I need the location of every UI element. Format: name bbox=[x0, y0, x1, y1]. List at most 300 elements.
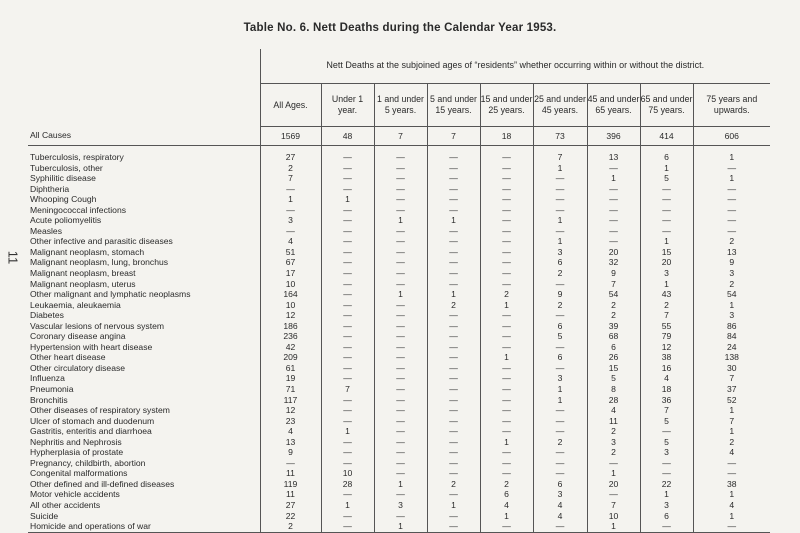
death-count-cell: — bbox=[480, 426, 533, 437]
death-count-cell: 48 bbox=[321, 127, 374, 146]
death-count-cell: — bbox=[427, 447, 480, 458]
death-count-cell: — bbox=[427, 468, 480, 479]
cause-label: Other heart disease bbox=[30, 352, 106, 363]
death-count-cell: — bbox=[640, 468, 693, 479]
death-count-cell: — bbox=[480, 458, 533, 469]
death-count-cell: 11 bbox=[260, 490, 321, 501]
death-count-cell: 9 bbox=[587, 268, 640, 279]
death-count-cell: 28 bbox=[587, 395, 640, 406]
death-count-cell: — bbox=[427, 173, 480, 184]
cause-label: Pregnancy, childbirth, abortion bbox=[30, 457, 146, 468]
death-count-cell: 3 bbox=[693, 310, 770, 321]
death-count-cell: 67 bbox=[260, 257, 321, 268]
death-count-cell: — bbox=[374, 236, 427, 247]
table-row bbox=[28, 268, 770, 279]
cause-label: Motor vehicle accidents bbox=[30, 489, 120, 500]
death-count-cell: — bbox=[427, 405, 480, 416]
death-count-cell: 54 bbox=[693, 289, 770, 300]
death-count-cell: — bbox=[480, 257, 533, 268]
death-count-cell: 1 bbox=[587, 173, 640, 184]
death-count-cell: 7 bbox=[260, 173, 321, 184]
death-count-cell: 4 bbox=[693, 500, 770, 511]
death-count-cell: — bbox=[374, 257, 427, 268]
death-count-cell: 7 bbox=[427, 127, 480, 146]
death-count-cell: 7 bbox=[321, 384, 374, 395]
table-row bbox=[28, 226, 770, 237]
death-count-cell: 3 bbox=[374, 500, 427, 511]
death-count-cell: — bbox=[321, 373, 374, 384]
death-count-cell: — bbox=[640, 226, 693, 237]
death-count-cell: — bbox=[533, 310, 587, 321]
death-count-cell: — bbox=[533, 447, 587, 458]
death-count-cell: — bbox=[374, 447, 427, 458]
death-count-cell: — bbox=[374, 405, 427, 416]
death-count-cell: 4 bbox=[260, 426, 321, 437]
death-count-cell: — bbox=[693, 226, 770, 237]
death-count-cell: 1 bbox=[693, 405, 770, 416]
death-count-cell: — bbox=[374, 184, 427, 195]
total-row bbox=[28, 127, 770, 146]
death-count-cell: 12 bbox=[260, 405, 321, 416]
death-count-cell: 1 bbox=[321, 194, 374, 205]
death-count-cell: 209 bbox=[260, 352, 321, 363]
death-count-cell: 1 bbox=[640, 163, 693, 174]
death-count-cell: — bbox=[533, 405, 587, 416]
death-count-cell: — bbox=[321, 521, 374, 532]
table-row bbox=[28, 384, 770, 395]
cause-label: Ulcer of stomach and duodenum bbox=[30, 415, 155, 426]
death-count-cell: — bbox=[480, 184, 533, 195]
death-count-cell: 1 bbox=[260, 194, 321, 205]
death-count-cell: — bbox=[321, 458, 374, 469]
death-count-cell: — bbox=[693, 215, 770, 226]
death-count-cell: — bbox=[427, 384, 480, 395]
cause-label: Hypertension with heart disease bbox=[30, 341, 153, 352]
death-count-cell: — bbox=[374, 331, 427, 342]
table-body bbox=[28, 127, 770, 533]
death-count-cell: 13 bbox=[693, 247, 770, 258]
death-count-cell: 61 bbox=[260, 363, 321, 374]
death-count-cell: — bbox=[427, 395, 480, 406]
death-count-cell: — bbox=[587, 490, 640, 501]
death-count-cell: 5 bbox=[640, 416, 693, 427]
death-count-cell: — bbox=[374, 194, 427, 205]
death-count-cell: 4 bbox=[640, 373, 693, 384]
death-count-cell: 1 bbox=[693, 300, 770, 311]
death-count-cell: 1 bbox=[640, 279, 693, 290]
cause-label: Malignant neoplasm, uterus bbox=[30, 278, 136, 289]
death-count-cell: — bbox=[260, 458, 321, 469]
row-label-header bbox=[28, 49, 260, 127]
death-count-cell: — bbox=[374, 416, 427, 427]
death-count-cell: 2 bbox=[260, 521, 321, 532]
table-row bbox=[28, 331, 770, 342]
death-count-cell: 3 bbox=[533, 373, 587, 384]
death-count-cell: — bbox=[693, 468, 770, 479]
death-count-cell: 38 bbox=[640, 352, 693, 363]
death-count-cell: 1 bbox=[374, 521, 427, 532]
death-count-cell: — bbox=[427, 268, 480, 279]
death-count-cell: — bbox=[480, 321, 533, 332]
death-count-cell: 1 bbox=[693, 152, 770, 163]
death-count-cell: 52 bbox=[693, 395, 770, 406]
death-count-cell: 3 bbox=[587, 437, 640, 448]
death-count-cell: — bbox=[321, 363, 374, 374]
death-count-cell: — bbox=[374, 205, 427, 216]
death-count-cell: 2 bbox=[480, 479, 533, 490]
death-count-cell: 73 bbox=[533, 127, 587, 146]
table-row bbox=[28, 500, 770, 511]
cause-label: Meningococcal infections bbox=[30, 204, 127, 215]
cause-label: Measles bbox=[30, 225, 62, 236]
death-count-cell: — bbox=[533, 205, 587, 216]
death-count-cell: 4 bbox=[260, 236, 321, 247]
death-count-cell: 68 bbox=[587, 331, 640, 342]
column-header: 25 and under 45 years. bbox=[533, 84, 587, 127]
death-count-cell: 11 bbox=[587, 416, 640, 427]
death-count-cell: — bbox=[374, 321, 427, 332]
death-count-cell: — bbox=[427, 321, 480, 332]
table-row bbox=[28, 173, 770, 184]
death-count-cell: — bbox=[480, 279, 533, 290]
death-count-cell: — bbox=[480, 395, 533, 406]
death-count-cell: 7 bbox=[640, 310, 693, 321]
death-count-cell: — bbox=[640, 426, 693, 437]
death-count-cell: 17 bbox=[260, 268, 321, 279]
death-count-cell: 22 bbox=[260, 511, 321, 522]
death-count-cell: 27 bbox=[260, 500, 321, 511]
age-group-span-header: Nett Deaths at the subjoined ages of “residents” whether occurring within or without the district. bbox=[260, 49, 770, 84]
death-count-cell: — bbox=[480, 173, 533, 184]
death-count-cell: 7 bbox=[374, 127, 427, 146]
death-count-cell: 138 bbox=[693, 352, 770, 363]
death-count-cell: 2 bbox=[427, 300, 480, 311]
death-count-cell: — bbox=[374, 300, 427, 311]
column-header: Under 1 year. bbox=[321, 84, 374, 127]
deaths-table bbox=[28, 49, 770, 533]
death-count-cell: — bbox=[640, 458, 693, 469]
death-count-cell: 1 bbox=[321, 426, 374, 437]
table-row bbox=[28, 152, 770, 163]
death-count-cell: — bbox=[480, 405, 533, 416]
death-count-cell: 3 bbox=[640, 500, 693, 511]
death-count-cell: — bbox=[480, 268, 533, 279]
cause-label: Leukaemia, aleukaemia bbox=[30, 299, 121, 310]
page-number: 11 bbox=[5, 250, 21, 265]
death-count-cell: — bbox=[427, 373, 480, 384]
death-count-cell: — bbox=[427, 184, 480, 195]
death-count-cell: 86 bbox=[693, 321, 770, 332]
death-count-cell: — bbox=[587, 163, 640, 174]
death-count-cell: 36 bbox=[640, 395, 693, 406]
death-count-cell: — bbox=[374, 152, 427, 163]
death-count-cell: 164 bbox=[260, 289, 321, 300]
death-count-cell: — bbox=[427, 437, 480, 448]
cause-label: Congenital malformations bbox=[30, 468, 128, 479]
death-count-cell: 1 bbox=[374, 215, 427, 226]
death-count-cell: 13 bbox=[587, 152, 640, 163]
death-count-cell: 1 bbox=[587, 521, 640, 532]
death-count-cell: — bbox=[374, 426, 427, 437]
death-count-cell: — bbox=[693, 205, 770, 216]
death-count-cell: 1 bbox=[480, 300, 533, 311]
death-count-cell: 20 bbox=[587, 247, 640, 258]
cause-label: Coronary disease angina bbox=[30, 331, 126, 342]
death-count-cell: — bbox=[427, 521, 480, 532]
death-count-cell: — bbox=[533, 342, 587, 353]
death-count-cell: 6 bbox=[640, 511, 693, 522]
table-row bbox=[28, 373, 770, 384]
death-count-cell: — bbox=[533, 194, 587, 205]
death-count-cell: 13 bbox=[260, 437, 321, 448]
death-count-cell: — bbox=[587, 184, 640, 195]
table-row bbox=[28, 247, 770, 258]
cause-label: Other infective and parasitic diseases bbox=[30, 236, 173, 247]
death-count-cell: — bbox=[321, 257, 374, 268]
cause-label: Tuberculosis, respiratory bbox=[30, 152, 124, 162]
table-row bbox=[28, 395, 770, 406]
death-count-cell: — bbox=[321, 289, 374, 300]
death-count-cell: — bbox=[427, 490, 480, 501]
death-count-cell: — bbox=[587, 458, 640, 469]
death-count-cell: — bbox=[480, 373, 533, 384]
death-count-cell: — bbox=[321, 268, 374, 279]
table-row bbox=[28, 468, 770, 479]
cause-label: Other defined and ill-defined diseases bbox=[30, 478, 175, 489]
death-count-cell: 24 bbox=[693, 342, 770, 353]
death-count-cell: — bbox=[480, 447, 533, 458]
death-count-cell: — bbox=[374, 247, 427, 258]
column-header: All Ages. bbox=[260, 84, 321, 127]
death-count-cell: 1 bbox=[480, 437, 533, 448]
cause-label: Other diseases of respiratory system bbox=[30, 405, 170, 416]
death-count-cell: 6 bbox=[640, 152, 693, 163]
death-count-cell: 11 bbox=[260, 468, 321, 479]
table-row bbox=[28, 257, 770, 268]
death-count-cell: 2 bbox=[693, 279, 770, 290]
table-row bbox=[28, 363, 770, 374]
death-count-cell: — bbox=[427, 163, 480, 174]
death-count-cell: — bbox=[260, 184, 321, 195]
death-count-cell: 16 bbox=[640, 363, 693, 374]
death-count-cell: 2 bbox=[533, 300, 587, 311]
death-count-cell: 42 bbox=[260, 342, 321, 353]
death-count-cell: — bbox=[260, 205, 321, 216]
death-count-cell: 6 bbox=[587, 342, 640, 353]
column-header: 65 and under 75 years. bbox=[640, 84, 693, 127]
death-count-cell: — bbox=[480, 194, 533, 205]
death-count-cell: 7 bbox=[693, 416, 770, 427]
death-count-cell: 2 bbox=[640, 300, 693, 311]
death-count-cell: 5 bbox=[533, 331, 587, 342]
cause-label: Other circulatory disease bbox=[30, 362, 126, 373]
table-row bbox=[28, 342, 770, 353]
death-count-cell: 55 bbox=[640, 321, 693, 332]
table-row bbox=[28, 447, 770, 458]
death-count-cell: — bbox=[427, 416, 480, 427]
death-count-cell: — bbox=[427, 247, 480, 258]
death-count-cell: 51 bbox=[260, 247, 321, 258]
table-row bbox=[28, 163, 770, 174]
table-row bbox=[28, 479, 770, 490]
death-count-cell: 1 bbox=[480, 511, 533, 522]
death-count-cell: — bbox=[427, 426, 480, 437]
table-row bbox=[28, 205, 770, 216]
death-count-cell: 2 bbox=[693, 437, 770, 448]
death-count-cell: — bbox=[427, 257, 480, 268]
death-count-cell: 6 bbox=[533, 352, 587, 363]
death-count-cell: — bbox=[427, 342, 480, 353]
death-count-cell: — bbox=[374, 437, 427, 448]
death-count-cell: — bbox=[693, 163, 770, 174]
death-count-cell: 3 bbox=[533, 247, 587, 258]
death-count-cell: — bbox=[321, 310, 374, 321]
death-count-cell: 7 bbox=[587, 500, 640, 511]
cause-label: Nephritis and Nephrosis bbox=[30, 436, 122, 447]
death-count-cell: 4 bbox=[587, 405, 640, 416]
death-count-cell: — bbox=[480, 163, 533, 174]
death-count-cell: — bbox=[533, 184, 587, 195]
death-count-cell: 54 bbox=[587, 289, 640, 300]
death-count-cell: 19 bbox=[260, 373, 321, 384]
death-count-cell: 2 bbox=[533, 437, 587, 448]
death-count-cell: 1 bbox=[321, 500, 374, 511]
death-count-cell: 3 bbox=[640, 268, 693, 279]
death-count-cell: — bbox=[321, 300, 374, 311]
death-count-cell: 1 bbox=[533, 163, 587, 174]
death-count-cell: 9 bbox=[260, 447, 321, 458]
death-count-cell: 12 bbox=[640, 342, 693, 353]
death-count-cell: 2 bbox=[260, 163, 321, 174]
death-count-cell: 18 bbox=[480, 127, 533, 146]
death-count-cell: — bbox=[374, 279, 427, 290]
table-row bbox=[28, 426, 770, 437]
death-count-cell: 2 bbox=[427, 479, 480, 490]
death-count-cell: 1 bbox=[427, 215, 480, 226]
death-count-cell: — bbox=[321, 447, 374, 458]
death-count-cell: — bbox=[480, 205, 533, 216]
cause-label: Bronchitis bbox=[30, 394, 68, 405]
death-count-cell: 2 bbox=[587, 426, 640, 437]
death-count-cell: — bbox=[427, 458, 480, 469]
death-count-cell: — bbox=[587, 236, 640, 247]
table-row bbox=[28, 300, 770, 311]
death-count-cell: — bbox=[640, 215, 693, 226]
death-count-cell: — bbox=[427, 352, 480, 363]
table-row bbox=[28, 416, 770, 427]
column-header: 75 years and upwards. bbox=[693, 84, 770, 127]
death-count-cell: 3 bbox=[693, 268, 770, 279]
death-count-cell: — bbox=[480, 226, 533, 237]
death-count-cell: — bbox=[321, 163, 374, 174]
death-count-cell: 7 bbox=[693, 373, 770, 384]
table-row bbox=[28, 405, 770, 416]
table-row bbox=[28, 215, 770, 226]
death-count-cell: — bbox=[321, 416, 374, 427]
cause-label: Syphilitic disease bbox=[30, 173, 96, 184]
death-count-cell: 7 bbox=[533, 152, 587, 163]
death-count-cell: — bbox=[321, 205, 374, 216]
death-count-cell: — bbox=[321, 437, 374, 448]
death-count-cell: — bbox=[427, 226, 480, 237]
death-count-cell: — bbox=[321, 247, 374, 258]
cause-label: Diabetes bbox=[30, 310, 64, 321]
table-row bbox=[28, 458, 770, 469]
death-count-cell: 5 bbox=[640, 173, 693, 184]
death-count-cell: — bbox=[321, 331, 374, 342]
death-count-cell: — bbox=[640, 194, 693, 205]
death-count-cell: 2 bbox=[587, 300, 640, 311]
death-count-cell: — bbox=[480, 215, 533, 226]
cause-label: Influenza bbox=[30, 373, 65, 384]
death-count-cell: 18 bbox=[640, 384, 693, 395]
death-count-cell: — bbox=[321, 352, 374, 363]
cause-label: Homicide and operations of war bbox=[28, 521, 260, 532]
death-count-cell: 23 bbox=[260, 416, 321, 427]
death-count-cell: 1 bbox=[693, 173, 770, 184]
cause-label: Other malignant and lymphatic neoplasms bbox=[30, 289, 191, 300]
cause-label: All Causes bbox=[28, 127, 260, 146]
death-count-cell: 1 bbox=[374, 289, 427, 300]
death-count-cell: 2 bbox=[587, 310, 640, 321]
cause-label: Malignant neoplasm, stomach bbox=[30, 246, 145, 257]
death-count-cell: 4 bbox=[693, 447, 770, 458]
death-count-cell: — bbox=[321, 184, 374, 195]
death-count-cell: 2 bbox=[587, 447, 640, 458]
death-count-cell: 1 bbox=[374, 479, 427, 490]
death-count-cell: 10 bbox=[260, 300, 321, 311]
death-count-cell: 3 bbox=[640, 447, 693, 458]
death-count-cell: — bbox=[374, 373, 427, 384]
death-count-cell: — bbox=[480, 247, 533, 258]
cause-label: Gastritis, enteritis and diarrhoea bbox=[30, 426, 152, 437]
death-count-cell: — bbox=[321, 395, 374, 406]
death-count-cell: — bbox=[427, 236, 480, 247]
death-count-cell: 10 bbox=[260, 279, 321, 290]
death-count-cell: — bbox=[374, 310, 427, 321]
death-count-cell: 10 bbox=[587, 511, 640, 522]
death-count-cell: — bbox=[374, 468, 427, 479]
death-count-cell: — bbox=[587, 226, 640, 237]
cause-label: Acute poliomyelitis bbox=[30, 215, 102, 226]
death-count-cell: — bbox=[427, 511, 480, 522]
death-count-cell: — bbox=[321, 490, 374, 501]
death-count-cell: 6 bbox=[533, 257, 587, 268]
table-row bbox=[28, 310, 770, 321]
death-count-cell: 7 bbox=[587, 279, 640, 290]
death-count-cell: — bbox=[640, 184, 693, 195]
death-count-cell: — bbox=[587, 205, 640, 216]
death-count-cell: — bbox=[321, 279, 374, 290]
death-count-cell: — bbox=[427, 152, 480, 163]
death-count-cell: 5 bbox=[640, 437, 693, 448]
death-count-cell: 3 bbox=[533, 490, 587, 501]
death-count-cell: 2 bbox=[480, 289, 533, 300]
death-count-cell: — bbox=[640, 205, 693, 216]
death-count-cell: — bbox=[480, 342, 533, 353]
death-count-cell: 4 bbox=[533, 511, 587, 522]
death-count-cell: — bbox=[533, 458, 587, 469]
death-count-cell: 1 bbox=[533, 395, 587, 406]
table-row bbox=[28, 236, 770, 247]
death-count-cell: — bbox=[480, 152, 533, 163]
death-count-cell: 1 bbox=[427, 289, 480, 300]
death-count-cell: — bbox=[480, 331, 533, 342]
death-count-cell: 1 bbox=[693, 490, 770, 501]
table-title: Table No. 6. Nett Deaths during the Calendar Year 1953. bbox=[243, 22, 557, 34]
table-row bbox=[28, 521, 770, 532]
death-count-cell: — bbox=[533, 521, 587, 532]
